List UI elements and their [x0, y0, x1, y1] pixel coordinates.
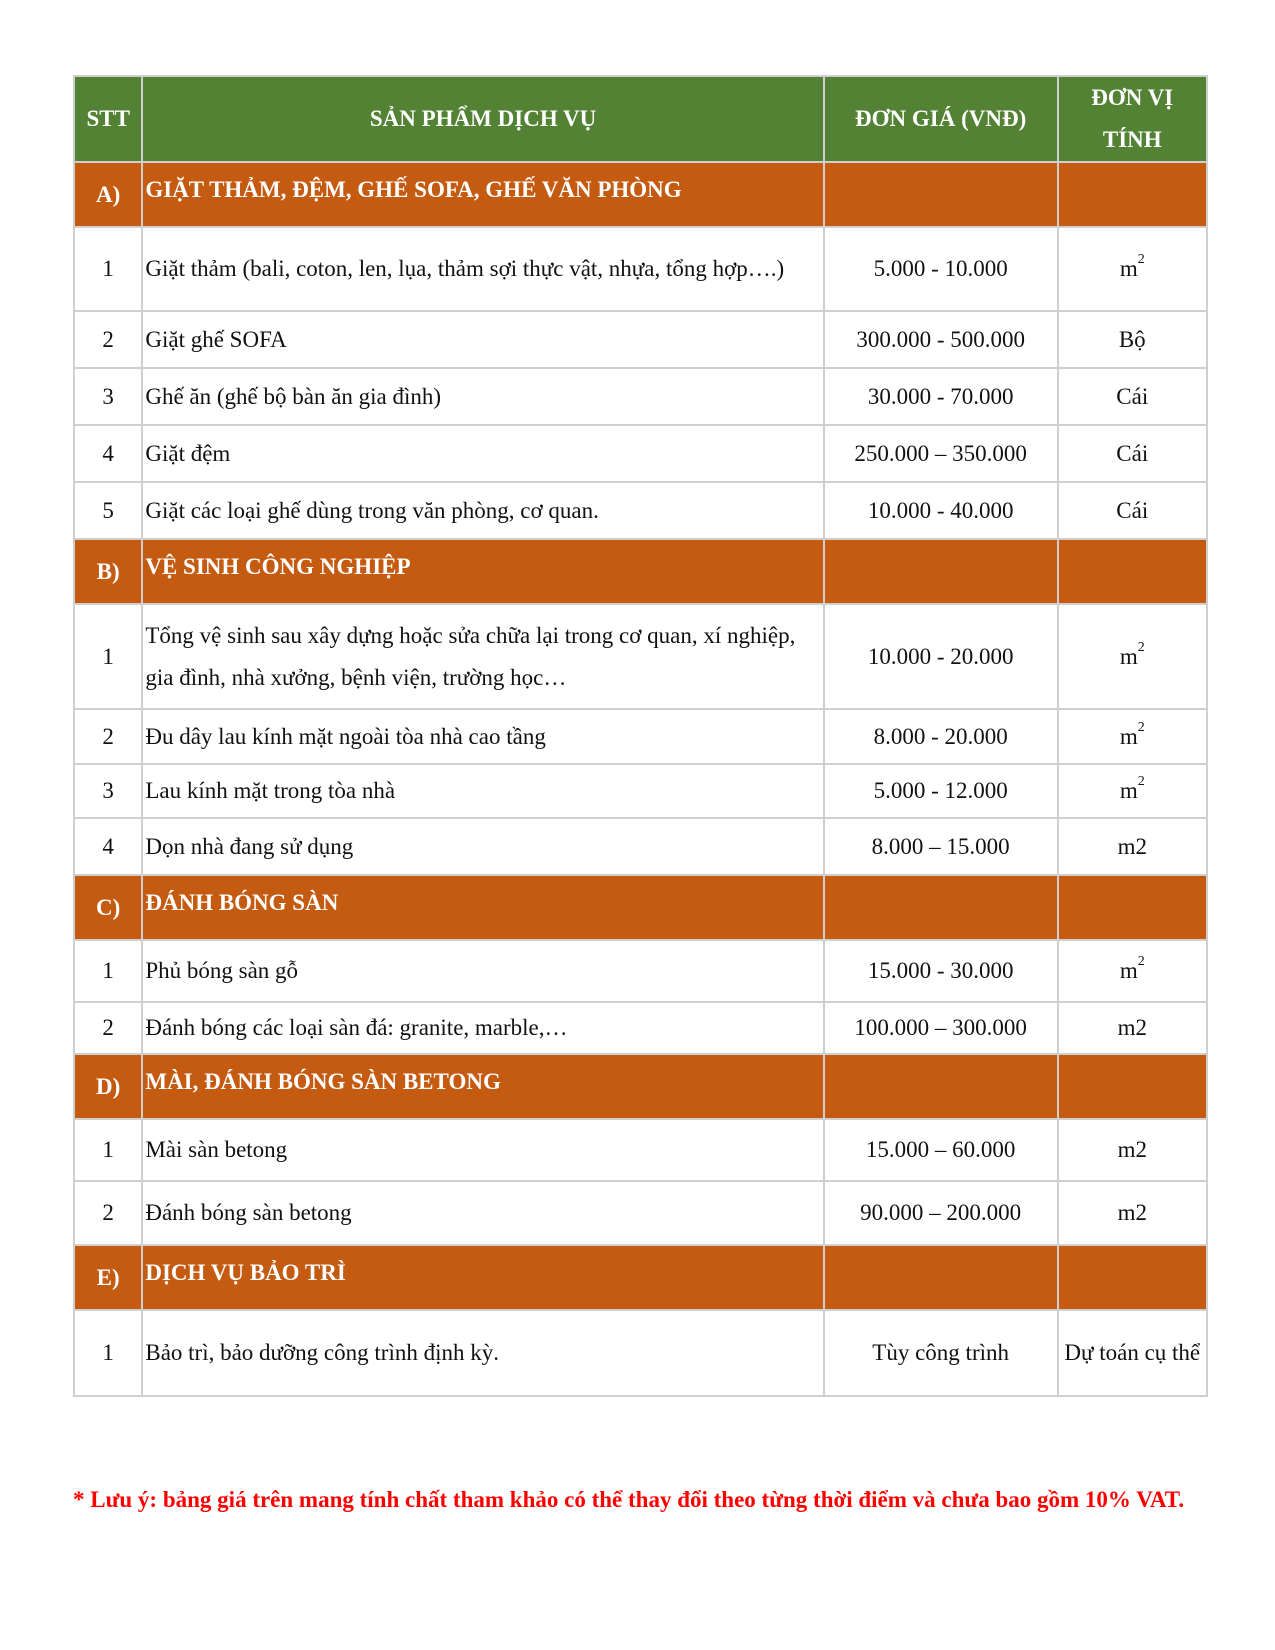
row-stt: 1 [75, 1311, 141, 1395]
section-code: A) [75, 163, 141, 226]
row-unit: m2 [1059, 819, 1206, 874]
row-unit: Dự toán cụ thể [1059, 1311, 1206, 1395]
unit-text: m [1119, 778, 1138, 803]
row-stt: 1 [75, 1120, 141, 1180]
price-table [73, 75, 1208, 1397]
section-empty-cell [825, 1246, 1057, 1309]
row-name: Đánh bóng sàn betong [143, 1182, 822, 1244]
unit-text: m [1119, 643, 1138, 669]
row-price: 30.000 - 70.000 [825, 369, 1057, 424]
row-price: 10.000 - 40.000 [825, 483, 1057, 538]
table-row [75, 426, 1206, 481]
row-unit: m2 [1059, 1120, 1206, 1180]
table-row [75, 1182, 1206, 1244]
row-name: Dọn nhà đang sử dụng [143, 819, 822, 874]
table-row [75, 312, 1206, 367]
row-name: Bảo trì, bảo dưỡng công trình định kỳ. [143, 1311, 822, 1395]
row-unit [1059, 941, 1206, 1001]
section-code: C) [75, 876, 141, 939]
unit-superscript: 2 [1137, 252, 1145, 268]
row-price: 10.000 - 20.000 [825, 605, 1057, 708]
row-unit [1059, 605, 1206, 708]
row-price: 300.000 - 500.000 [825, 312, 1057, 367]
row-price: 5.000 - 12.000 [825, 765, 1057, 817]
section-empty-cell [825, 876, 1057, 939]
row-price: 5.000 - 10.000 [825, 228, 1057, 310]
row-unit: Bộ [1059, 312, 1206, 367]
row-name: Ghế ăn (ghế bộ bàn ăn gia đình) [143, 369, 822, 424]
unit-text: m [1119, 723, 1138, 749]
row-name: Đu dây lau kính mặt ngoài tòa nhà cao tầng [143, 710, 822, 763]
row-stt: 1 [75, 605, 141, 708]
row-stt: 2 [75, 1182, 141, 1244]
row-stt: 4 [75, 819, 141, 874]
row-unit: Cái [1059, 369, 1206, 424]
row-name: Lau kính mặt trong tòa nhà [143, 765, 822, 817]
row-price: 8.000 – 15.000 [825, 819, 1057, 874]
row-unit: Cái [1059, 483, 1206, 538]
table-row [75, 228, 1206, 310]
header-unit: ĐƠN VỊ TÍNH [1059, 77, 1206, 161]
row-price: 15.000 - 30.000 [825, 941, 1057, 1001]
row-stt: 5 [75, 483, 141, 538]
row-name: Đánh bóng các loại sàn đá: granite, marble,… [143, 1003, 822, 1053]
section-empty-cell [825, 163, 1057, 226]
row-price: 8.000 - 20.000 [825, 710, 1057, 763]
section-row [75, 876, 1206, 939]
table-row [75, 765, 1206, 817]
section-empty-cell [1059, 540, 1206, 603]
section-title: MÀI, ĐÁNH BÓNG SÀN BETONG [143, 1055, 822, 1118]
row-name: Phủ bóng sàn gỗ [143, 941, 822, 1001]
row-unit [1059, 765, 1206, 817]
table-row [75, 941, 1206, 1001]
header-stt: STT [75, 77, 141, 161]
section-code: D) [75, 1055, 141, 1118]
row-price: 250.000 – 350.000 [825, 426, 1057, 481]
row-stt: 2 [75, 312, 141, 367]
row-stt: 1 [75, 941, 141, 1001]
table-row [75, 710, 1206, 763]
row-stt: 3 [75, 765, 141, 817]
unit-superscript: 2 [1137, 954, 1145, 970]
table-row [75, 1311, 1206, 1395]
row-stt: 2 [75, 710, 141, 763]
row-unit [1059, 228, 1206, 310]
row-name: Mài sàn betong [143, 1120, 822, 1180]
header-price: ĐƠN GIÁ (VNĐ) [825, 77, 1057, 161]
row-name: Tổng vệ sinh sau xây dựng hoặc sửa chữa lại trong cơ quan, xí nghiệp, gia đình, nhà xưởng, bệnh viện, trường học… [143, 605, 822, 708]
unit-superscript: 2 [1137, 719, 1145, 735]
section-row [75, 540, 1206, 603]
section-empty-cell [1059, 876, 1206, 939]
table-row [75, 369, 1206, 424]
row-name: Giặt các loại ghế dùng trong văn phòng, cơ quan. [143, 483, 822, 538]
section-code: E) [75, 1246, 141, 1309]
row-price: 100.000 – 300.000 [825, 1003, 1057, 1053]
section-title: DỊCH VỤ BẢO TRÌ [143, 1246, 822, 1309]
table-row [75, 819, 1206, 874]
row-stt: 1 [75, 228, 141, 310]
section-empty-cell [825, 540, 1057, 603]
unit-superscript: 2 [1137, 774, 1145, 790]
row-stt: 3 [75, 369, 141, 424]
section-empty-cell [1059, 163, 1206, 226]
table-body [75, 163, 1206, 1395]
row-price: 90.000 – 200.000 [825, 1182, 1057, 1244]
table-header [75, 77, 1206, 161]
section-row [75, 163, 1206, 226]
row-unit: m2 [1059, 1003, 1206, 1053]
disclaimer-note: * Lưu ý: bảng giá trên mang tính chất tham khảo có thể thay đổi theo từng thời điểm và chưa bao gồm 10% VAT. [73, 1487, 1185, 1512]
table-row [75, 1003, 1206, 1053]
row-unit [1059, 710, 1206, 763]
section-empty-cell [1059, 1055, 1206, 1118]
section-row [75, 1055, 1206, 1118]
table-row [75, 605, 1206, 708]
row-price: Tùy công trình [825, 1311, 1057, 1395]
section-code: B) [75, 540, 141, 603]
section-empty-cell [1059, 1246, 1206, 1309]
unit-text: m [1119, 958, 1138, 983]
section-empty-cell [825, 1055, 1057, 1118]
row-stt: 4 [75, 426, 141, 481]
table-row [75, 483, 1206, 538]
unit-text: m [1119, 256, 1138, 281]
row-stt: 2 [75, 1003, 141, 1053]
row-name: Giặt đệm [143, 426, 822, 481]
row-unit: Cái [1059, 426, 1206, 481]
table-row [75, 1120, 1206, 1180]
unit-superscript: 2 [1137, 639, 1145, 655]
section-title: ĐÁNH BÓNG SÀN [143, 876, 822, 939]
section-row [75, 1246, 1206, 1309]
row-name: Giặt thảm (bali, coton, len, lụa, thảm sợi thực vật, nhựa, tổng hợp….) [143, 228, 822, 310]
header-product: SẢN PHẨM DỊCH VỤ [143, 77, 822, 161]
section-title: GIẶT THẢM, ĐỆM, GHẾ SOFA, GHẾ VĂN PHÒNG [143, 163, 822, 226]
section-title: VỆ SINH CÔNG NGHIỆP [143, 540, 822, 603]
row-unit: m2 [1059, 1182, 1206, 1244]
row-name: Giặt ghế SOFA [143, 312, 822, 367]
row-price: 15.000 – 60.000 [825, 1120, 1057, 1180]
